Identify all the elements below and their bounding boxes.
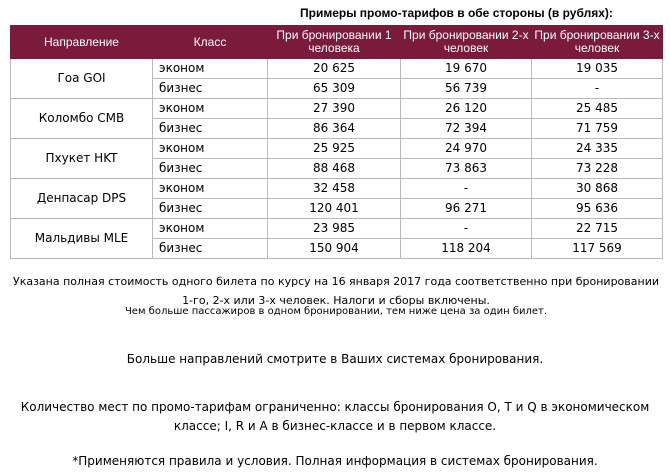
destination-cell: Денпасар DPS (11, 179, 153, 219)
table-row (11, 59, 663, 79)
price-note: Указана полная стоимость одного билета по курсу на 16 января 2017 года соответственно при бронировании 1-го, 2-х или 3-х человек. Налоги и сборы включены. (12, 275, 660, 307)
price-three-persons-cell: 73 228 (532, 159, 663, 179)
class-cell: эконом (153, 99, 268, 119)
price-two-persons-cell: 24 970 (401, 139, 532, 159)
class-cell: бизнес (153, 159, 268, 179)
table-row (11, 179, 663, 199)
table-row (11, 139, 663, 159)
price-three-persons-cell: - (532, 79, 663, 99)
price-two-persons-cell: 26 120 (401, 99, 532, 119)
price-two-persons-cell: 19 670 (401, 59, 532, 79)
price-three-persons-cell: 19 035 (532, 59, 663, 79)
header-two-persons: При бронировании 2-х человек (401, 26, 532, 59)
header-one-person: При бронировании 1 человека (268, 26, 401, 59)
class-cell: бизнес (153, 199, 268, 219)
price-one-person-cell: 65 309 (268, 79, 401, 99)
price-two-persons-cell: 118 204 (401, 239, 532, 259)
class-cell: бизнес (153, 239, 268, 259)
price-one-person-cell: 150 904 (268, 239, 401, 259)
destination-cell: Пхукет HKT (11, 139, 153, 179)
class-cell: бизнес (153, 79, 268, 99)
class-cell: эконом (153, 219, 268, 239)
table-row (11, 99, 663, 119)
price-three-persons-cell: 24 335 (532, 139, 663, 159)
header-three-persons: При бронировании 3-х человек (532, 26, 663, 59)
price-three-persons-cell: 25 485 (532, 99, 663, 119)
price-one-person-cell: 27 390 (268, 99, 401, 119)
price-two-persons-cell: 72 394 (401, 119, 532, 139)
price-one-person-cell: 23 985 (268, 219, 401, 239)
class-cell: бизнес (153, 119, 268, 139)
price-one-person-cell: 20 625 (268, 59, 401, 79)
header-destination: Направление (11, 26, 153, 59)
price-two-persons-cell: 96 271 (401, 199, 532, 219)
price-two-persons-cell: 56 739 (401, 79, 532, 99)
terms-text: *Применяются правила и условия. Полная информация в системах бронирования. (72, 454, 598, 468)
price-one-person-cell: 32 458 (268, 179, 401, 199)
price-three-persons-cell: 30 868 (532, 179, 663, 199)
price-three-persons-cell: 95 636 (532, 199, 663, 219)
group-note: Чем больше пассажиров в одном бронировании, тем ниже цена за один билет. (124, 306, 548, 317)
destination-cell: Коломбо CMB (11, 99, 153, 139)
table-header-row (11, 26, 663, 59)
seats-limited-text: Количество мест по промо-тарифам ограниченно: классы бронирования O, T и Q в экономическом классе; I, R и A в бизнес-классе и в первом классе. (20, 400, 650, 433)
more-destinations-text: Больше направлений смотрите в Ваших системах бронирования. (126, 352, 544, 366)
price-one-person-cell: 88 468 (268, 159, 401, 179)
table-caption: Примеры промо-тарифов в обе стороны (в рублях): (300, 6, 613, 20)
price-three-persons-cell: 117 569 (532, 239, 663, 259)
price-two-persons-cell: - (401, 219, 532, 239)
price-three-persons-cell: 22 715 (532, 219, 663, 239)
promo-fares-table (10, 25, 663, 259)
destination-cell: Гоа GOI (11, 59, 153, 99)
header-class: Класс (153, 26, 268, 59)
table-body (11, 59, 663, 259)
price-one-person-cell: 120 401 (268, 199, 401, 219)
price-three-persons-cell: 71 759 (532, 119, 663, 139)
class-cell: эконом (153, 59, 268, 79)
class-cell: эконом (153, 179, 268, 199)
destination-cell: Мальдивы MLE (11, 219, 153, 259)
price-two-persons-cell: 73 863 (401, 159, 532, 179)
price-two-persons-cell: - (401, 179, 532, 199)
class-cell: эконом (153, 139, 268, 159)
table-row (11, 219, 663, 239)
price-one-person-cell: 25 925 (268, 139, 401, 159)
price-one-person-cell: 86 364 (268, 119, 401, 139)
